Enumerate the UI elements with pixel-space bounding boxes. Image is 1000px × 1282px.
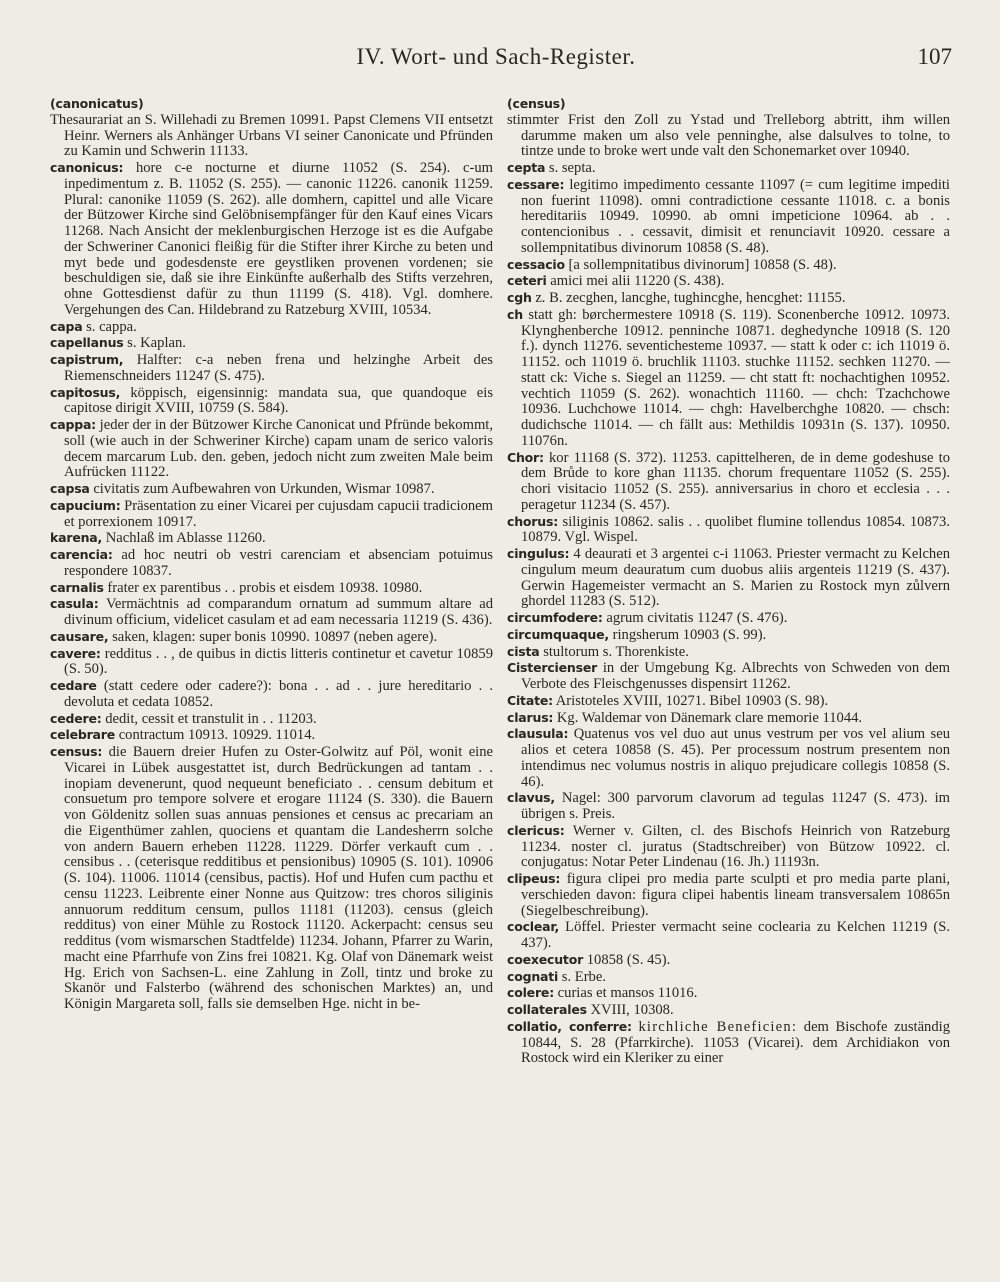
register-entry <box>50 530 493 547</box>
register-entry <box>50 711 493 728</box>
register-entry <box>50 678 493 711</box>
headword: cessare: <box>507 176 565 192</box>
headword: Citate: <box>507 692 553 708</box>
headword: clausula: <box>507 726 569 742</box>
entry-text: (statt cedere oder cadere?): bona . . ad . . jure hereditario . . devoluta et cedata 10852. <box>64 678 493 710</box>
register-entry <box>507 644 950 661</box>
headword: (canonicatus) <box>50 96 144 111</box>
register-entry <box>507 514 950 547</box>
entry-text: XVIII, 10308. <box>590 1002 674 1018</box>
entry-text: in der Umgebung Kg. Albrechts von Schweden von dem Verbote des Fleischgenusses dispensirt 11262. <box>521 660 951 692</box>
register-entry <box>507 113 950 160</box>
entry-text: s. Kaplan. <box>127 335 186 352</box>
entry-text: s. septa. <box>548 160 596 176</box>
headword: capellanus <box>50 335 124 351</box>
register-entry <box>50 335 493 352</box>
entry-text: dem Bischofe zuständig 10844, S. 28 (Pfarrkirche). 11053 (Vicarei). dem Archidiakon von Rostock wird ein Kleriker zu einer <box>521 1018 951 1067</box>
headword: (census) <box>507 96 566 111</box>
running-title: IV. Wort- und Sach-Register. <box>356 44 636 69</box>
register-entry <box>507 985 950 1002</box>
page-header <box>40 44 952 80</box>
headword: circumfodere: <box>507 610 603 625</box>
headword: carencia: <box>50 547 113 562</box>
headword: collaterales <box>507 1002 587 1017</box>
spaced-phrase: kirchliche Beneficien: <box>638 1018 798 1035</box>
entry-text: z. B. zecghen, lancghe, tughincghe, hencghet: 11155. <box>535 290 846 306</box>
entry-text: die Bauern dreier Hufen zu Oster-Golwitz auf Pöl, wonit eine Vicarei in Lübek ausgestattet ist, durch Bedrückungen ad tantam . . inopiam devenerunt, quod nequeunt beneficiato . . censum debitum et consuetum pro tempore solvere et erogare 11124 (S. 330). die Bauern von Göldenitz sollen suas annuas pensiones et census ac precariam an die Eigenthümer zahlen, quociens et quantam die Landesherrn solche von andern Bauern erheben 11228. 11229. Dörfer verkauft cum . . censibus . . (ceterisque redditibus et pensionibus) 10905 (S. 101). 10906 (S. 104). 11006. 11014 (censibus, pactis). Hof und Hufen cum pacthu et censu 11223. Leibrente einer Nonne aus Quitzow: tres choros siliginis annuorum redditum censum, pullos 11181 (11203). census (gleich redditus) von einer Mühle zu Rostock 11120. Ackerpacht: census seu redditus (vom wismarschen Stadtfelde) 11234. Johann, Pfarrer zu Warin, macht eine Pfarrhufe von Zins frei 10821. Kg. Olaf von Dänemark weist Hg. Erich von Sachsen-L. eine Zahlung in Zoll, tintz und broke zu Skanör und Falsterbo (während des schonischen Marktes) an, und Königin Margareta soll, falls sie demselben Hge. nicht in be- <box>64 744 493 1012</box>
register-entry <box>50 385 493 418</box>
entry-text: agrum civitatis 11247 (S. 476). <box>606 610 788 626</box>
register-entry <box>507 290 950 307</box>
headword: casula: <box>50 596 99 612</box>
register-entry <box>507 257 950 274</box>
entry-text: legitimo impedimento cessante 11097 (= cum legitime impediti non fuerint 11098). omni contradictione cessante 11018. c. a bonis hereditariis 10949. 10990. ab omni impeticione 10964. ab . . contencionibus . . cessavit, dimisit et renunciavit 10920. cessare a sollempnitatibus divinorum 10858 (S. 48). <box>521 176 950 256</box>
register-entry <box>507 307 950 450</box>
register-entry <box>50 547 493 580</box>
register-entry <box>507 693 950 710</box>
register-entry <box>507 160 950 177</box>
headword: cedare <box>50 678 97 693</box>
entry-text: Präsentation zu einer Vicarei per cujusdam capucii tradicionem et porrexionem 10917. <box>64 497 493 530</box>
headword: Cistercienser <box>507 660 598 676</box>
headword: celebrare <box>50 727 116 743</box>
headword: coclear, <box>507 919 560 935</box>
entry-text: stultorum s. Thorenkiste. <box>543 643 689 660</box>
register-entry <box>50 113 493 160</box>
headword: ceteri <box>507 273 547 289</box>
headword: census: <box>50 744 103 759</box>
register-entry <box>50 580 493 597</box>
headword: carnalis <box>50 579 104 595</box>
entry-text: civitatis zum Aufbewahren von Urkunden, Wismar 10987. <box>93 481 435 497</box>
headword: capa <box>50 318 83 334</box>
entry-text: frater ex parentibus . . probis et eisdem 10938. 10980. <box>107 579 423 596</box>
register-entry <box>50 629 493 646</box>
headword: cappa: <box>50 417 96 432</box>
entry-text: s. Erbe. <box>561 968 606 985</box>
headword: clericus: <box>507 822 565 838</box>
register-entry <box>507 871 950 919</box>
headword: coexecutor <box>507 951 584 967</box>
headword: colere: <box>507 985 555 1001</box>
register-entry <box>507 952 950 969</box>
headword: clipeus: <box>507 871 561 886</box>
register-entry <box>50 596 493 629</box>
page-number: 107 <box>917 44 952 69</box>
register-entry <box>50 646 493 679</box>
headword: clavus, <box>507 790 555 806</box>
register-entry <box>507 726 950 790</box>
entry-text: kor 11168 (S. 372). 11253. capittelheren, de in deme godeshuse to dem Brůde to kore ghan 11135. chorum frequentare 11052 (S. 255). chori visitacio 11052 (S. 255). anniversarius in choro et ecclesia . . . peragetur 11234 (S. 457). <box>521 449 950 513</box>
headword: Chor: <box>507 449 544 465</box>
entry-text: statt gh: børchermestere 10918 (S. 119). Sconenberche 10912. 10973. Klynghenberche 10912. penninche 10871. deghedynche 10918 (S. 120 f.). dynch 11276. seventichesteme 10937. — statt k oder c: ich 11019 ö. 11152. och 11019 ö. bruchlik 11103. stuchke 11152. sechken 11270. — statt ck: Viche s. Siegel an 11259. — cht statt ft: nochachtighen 10952. vechtich 11059 (S. 262). wonachtich 11160. — chch: Tzachchowe 10936. Luchchowe 11014. — chgh: Havelberchghe 10820. — chsch: dudichsche 11014. — ch fällt aus: Methildis 10931n (S. 137). 10950. 11076n. <box>521 306 950 449</box>
entry-text: Halfter: c-a neben frena und helzinghe Arbeit des Riemenschneiders 11247 (S. 475). <box>64 352 493 384</box>
register-entry <box>507 96 950 113</box>
entry-text: Kg. Waldemar von Dänemark clare memorie 11044. <box>556 709 863 726</box>
register-entry <box>50 727 493 744</box>
headword: cingulus: <box>507 546 570 561</box>
headword: capitosus, <box>50 384 121 400</box>
entry-text: ringsherum 10903 (S. 99). <box>612 626 767 643</box>
headword: collatio, conferre: <box>507 1018 632 1034</box>
headword: canonicus: <box>50 160 124 175</box>
register-entry <box>507 710 950 727</box>
register-entry <box>507 660 950 693</box>
entry-text: 4 deaurati et 3 argentei c-i 11063. Priester vermacht zu Kelchen cingulum meum deauratum cum duobus aliis argenteis 11219 (S. 437). Gerwin Hagemeister vermacht an S. Marien zu Rostock myn zůlvern ghordel 11283 (S. 512). <box>521 546 950 610</box>
right-column <box>507 96 950 1067</box>
left-column <box>50 96 493 1013</box>
register-entry <box>507 627 950 644</box>
headword: ch <box>507 306 523 322</box>
entry-text: contractum 10913. 10929. 11014. <box>118 727 316 744</box>
headword: chorus: <box>507 513 558 529</box>
entry-text: redditus . . , de quibus in dictis litteris continetur et cavetur 10859 (S. 50). <box>64 645 493 678</box>
entry-text: s. cappa. <box>86 318 137 335</box>
register-entry <box>507 823 950 871</box>
register-entry <box>50 352 493 385</box>
headword: causare, <box>50 628 109 644</box>
register-entry <box>507 919 950 952</box>
register-entry <box>50 498 493 531</box>
headword: karena, <box>50 530 103 546</box>
entry-text: [a sollempnitatibus divinorum] 10858 (S. 48). <box>568 256 837 273</box>
entry-text: Werner v. Gilten, cl. des Bischofs Heinrich von Ratzeburg 11234. noster cl. juratus (Stadtschreiber) von Bützow 10922. cl. conjugatus: Notar Peter Lindenau (16. Jh.) 11193n. <box>521 822 950 871</box>
register-entry <box>507 1019 950 1067</box>
register-entry <box>50 160 493 319</box>
entry-text: 10858 (S. 45). <box>586 951 671 968</box>
entry-text: dedit, cessit et transtulit in . . 11203. <box>105 710 317 727</box>
headword: cessacio <box>507 256 565 272</box>
entry-text: Thesaurariat an S. Willehadi zu Bremen 10991. Papst Clemens VII entsetzt Heinr. Werners als Anhänger Urbans VI seiner Canonicate und Pfründen zu Kamin und Schwerin 11133. <box>50 111 493 160</box>
entry-text: Löffel. Priester vermacht seine coclearia zu Kelchen 11219 (S. 437). <box>521 919 950 951</box>
headword: cognati <box>507 968 559 984</box>
headword: cedere: <box>50 710 102 726</box>
entry-text: hore c-e nocturne et diurne 11052 (S. 254). c-um inpedimentum z. B. 11052 (S. 255). — canonic 11226. canonik 11259. Plural: canonike 11059 (S. 262). alle domhern, capittel und alle Vicare der Bützower Kirche sind Gelöbnisempfänger für den Kauf eines Vicars 11268. Nach Ansicht der meklenburgischen Herzoge ist es die Aufgabe der Schweriner Canonici fleißig für die Stifter ihrer Kirche zu beten und myt bede und godesdenste ere geystliken provenen vordenen; sie beschuldigen sie, daß sie ihre Einkünfte außerhalb des Stifts verzehren, ohne Gottesdienst dafür zu thun 11199 (S. 418). Vgl. domhere. Vergehungen des Can. Hildebrand zu Ratzeburg XVIII, 10534. <box>64 160 493 318</box>
entry-text: jeder der in der Bützower Kirche Canonicat und Pfründe bekommt, soll (wie auch in der Schweriner Kirche) capam unam de serico valoris decem marcarum Lub. den. geben, jedoch nicht zum zweiten Male beim Aufrücken 11122. <box>64 417 493 481</box>
entry-text: Vermächtnis ad comparandum ornatum ad summum altare ad divinum officium, videlicet casulam et ad eam necessaria 11219 (S. 436). <box>64 596 494 628</box>
headword: clarus: <box>507 709 554 725</box>
headword: cgh <box>507 290 532 305</box>
entry-text: saken, klagen: super bonis 10990. 10897 (neben agere). <box>112 628 438 645</box>
entry-text: figura clipei pro media parte sculpti et pro media parte plani, verschieden davon: figura clipei habentis lineam transversalem 10865n (Siegelbeschreibung). <box>521 871 950 919</box>
register-entry <box>507 546 950 610</box>
headword: capistrum, <box>50 352 124 367</box>
register-entry <box>50 319 493 336</box>
entry-text: ad hoc neutri ob vestri carenciam et absenciam potuimus respondere 10837. <box>64 547 493 579</box>
entry-text: siliginis 10862. salis . . quolibet flumine tollendus 10854. 10873. 10879. Vgl. Wispel. <box>521 513 950 546</box>
headword: cavere: <box>50 645 101 661</box>
entry-text: amici mei alii 11220 (S. 438). <box>550 273 725 290</box>
register-entry <box>50 481 493 498</box>
register-entry <box>507 273 950 290</box>
entry-text: Nagel: 300 parvorum clavorum ad tegulas 11247 (S. 473). im übrigen s. Preis. <box>521 790 950 822</box>
register-entry <box>507 610 950 627</box>
headword: circumquaque, <box>507 626 609 642</box>
entry-text: köppisch, eigensinnig: mandata sua, que quandoque eis capitose dirigit XVIII, 10759 (S. 584). <box>64 384 493 417</box>
headword: capucium: <box>50 497 121 513</box>
register-entry <box>507 790 950 823</box>
headword: cepta <box>507 160 546 175</box>
entry-text: Aristoteles XVIII, 10271. Bibel 10903 (S. 98). <box>555 692 829 709</box>
register-entry <box>507 450 950 514</box>
entry-text: curias et mansos 11016. <box>557 985 698 1002</box>
register-entry <box>507 969 950 986</box>
entry-text: stimmter Frist den Zoll zu Ystad und Trelleborg abtritt, ihm willen darumme maken um also vele penninghe, alse dalsulves to tolne, to tintze unde to broke wert unde valt den Schonemarket over 10940. <box>507 111 950 160</box>
register-entry <box>50 96 493 113</box>
headword: cista <box>507 643 540 659</box>
register-entry <box>507 1002 950 1019</box>
entry-text: Nachlaß im Ablasse 11260. <box>105 530 266 547</box>
entry-text: Quatenus vos vel duo aut unus vestrum per vos vel alium seu alios et cetera 10858 (S. 45). Per processum nostrum presentem non intendimus nec volumus nostris in aliquo prejudicare collegis 10858 (S. 46). <box>521 726 950 790</box>
register-entry <box>50 744 493 1013</box>
headword: capsa <box>50 481 90 496</box>
register-entry <box>50 417 493 481</box>
register-entry <box>507 177 950 257</box>
